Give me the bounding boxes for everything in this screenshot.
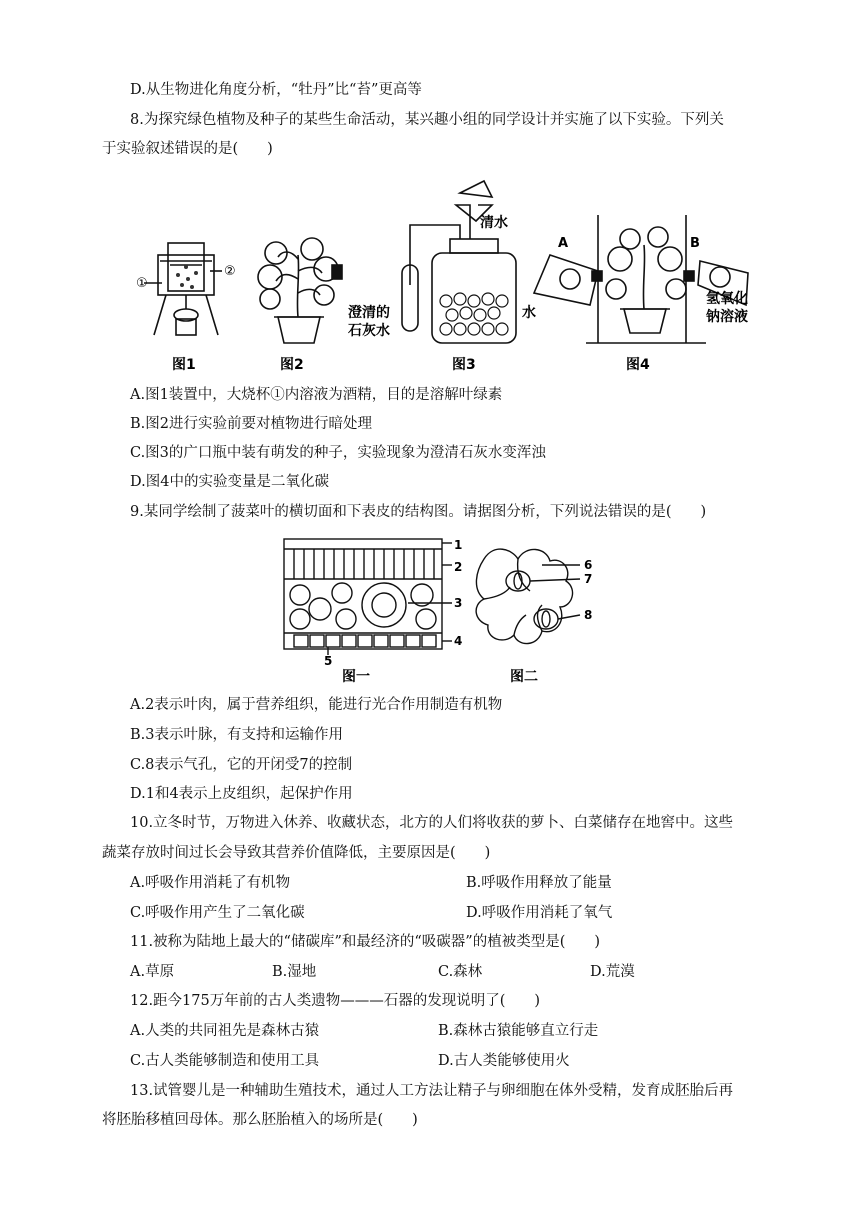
- q9-option-d: D.1和4表示上皮组织，起保护作用: [130, 786, 353, 802]
- label-8: 8: [584, 608, 593, 622]
- q7-option-d: D.从生物进化角度分析，“牡丹”比“苔”更高等: [130, 82, 422, 98]
- q9-figure: [280, 535, 620, 689]
- q11-option-a: A.草原: [130, 964, 175, 980]
- q12-option-c: C.古人类能够制造和使用工具: [130, 1053, 320, 1069]
- fig4-label-water: 水: [522, 305, 536, 321]
- label-3: 3: [454, 596, 463, 610]
- q9-option-b: B.3表示叶脉，有支持和运输作用: [130, 727, 343, 743]
- fig1-label-1: ①: [136, 276, 148, 291]
- q13-stem: 13.试管婴儿是一种辅助生殖技术，通过人工方法让精子与卵细胞在体外受精，发育成胚胎后再: [130, 1083, 734, 1099]
- label-6: 6: [584, 558, 593, 572]
- fig4-label-b: B: [690, 236, 700, 251]
- q12-option-d: D.古人类能够使用火: [438, 1053, 570, 1069]
- fig3-label-limewater-2: 石灰水: [348, 323, 390, 339]
- fig1-caption: 图1: [172, 357, 196, 373]
- q11-stem: 11.被称为陆地上最大的“储碳库”和最经济的“吸碳器”的植被类型是( ): [130, 934, 601, 950]
- lower-epidermis: [476, 549, 580, 643]
- q10-option-d: D.呼吸作用消耗了氧气: [466, 905, 613, 921]
- label-7: 7: [584, 572, 593, 586]
- q10-option-a: A.呼吸作用消耗了有机物: [130, 875, 291, 891]
- q10-stem: 10.立冬时节，万物进入休养、收藏状态，北方的人们将收获的萝卜、白菜储存在地窖中。这些: [130, 815, 734, 831]
- fig4-label-naoh-1: 氢氧化: [706, 291, 748, 307]
- fig3-jar-with-seeds: [402, 181, 516, 343]
- q8-option-c: C.图3的广口瓶中装有萌发的种子，实验现象为澄清石灰水变浑浊: [130, 445, 546, 461]
- q8-option-b: B.图2进行实验前要对植物进行暗处理: [130, 416, 372, 432]
- fig4-label-a: A: [558, 236, 569, 251]
- q8-option-a: A.图1装置中，大烧杯①内溶液为酒精，目的是溶解叶绿素: [130, 387, 503, 403]
- q8-figure: [130, 175, 750, 379]
- q9-option-a: A.2表示叶肉，属于营养组织，能进行光合作用制造有机物: [130, 697, 503, 713]
- fig2-potted-plant: [258, 238, 342, 343]
- q12-stem: 12.距今175万年前的古人类遗物———石器的发现说明了( ): [130, 993, 541, 1009]
- q10-stem-cont: 蔬菜存放时间过长会导致其营养价值降低，主要原因是( ): [102, 845, 491, 861]
- q9-stem: 9.某同学绘制了菠菜叶的横切面和下表皮的结构图。请据图分析，下列说法错误的是( ): [130, 504, 707, 520]
- fig1-water-bath: [144, 243, 222, 335]
- fig3-caption: 图3: [452, 357, 476, 373]
- fig4-label-naoh-2: 钠溶液: [706, 309, 748, 325]
- q8-option-d: D.图4中的实验变量是二氧化碳: [130, 474, 329, 490]
- q12-option-b: B.森林古猿能够直立行走: [438, 1023, 599, 1039]
- label-1: 1: [454, 538, 463, 552]
- q11-option-b: B.湿地: [272, 964, 317, 980]
- label-5: 5: [324, 654, 333, 668]
- q13-stem-cont: 将胚胎移植回母体。那么胚胎植入的场所是( ): [102, 1112, 418, 1128]
- q8-stem-cont: 于实验叙述错误的是( ): [102, 141, 273, 157]
- q10-option-b: B.呼吸作用释放了能量: [466, 875, 612, 891]
- q10-option-c: C.呼吸作用产生了二氧化碳: [130, 905, 305, 921]
- q8-stem: 8.为探究绿色植物及种子的某些生命活动，某兴趣小组的同学设计并实施了以下实验。下列关: [130, 112, 724, 128]
- q9-option-c: C.8表示气孔，它的开闭受7的控制: [130, 757, 353, 773]
- label-4: 4: [454, 634, 463, 648]
- leaf-cross-section: [284, 539, 452, 655]
- fig3-label-water: 清水: [480, 215, 508, 231]
- label-2: 2: [454, 560, 463, 574]
- fig4-caption: 图4: [626, 357, 650, 373]
- q11-option-c: C.森林: [438, 964, 483, 980]
- fig3-label-limewater-1: 澄清的: [348, 305, 390, 321]
- q11-option-d: D.荒漠: [590, 964, 635, 980]
- q12-option-a: A.人类的共同祖先是森林古猿: [130, 1023, 320, 1039]
- fig1-label-2: ②: [224, 264, 236, 279]
- fig-two-caption: 图二: [510, 669, 538, 685]
- fig2-caption: 图2: [280, 357, 304, 373]
- fig-one-caption: 图一: [342, 669, 370, 685]
